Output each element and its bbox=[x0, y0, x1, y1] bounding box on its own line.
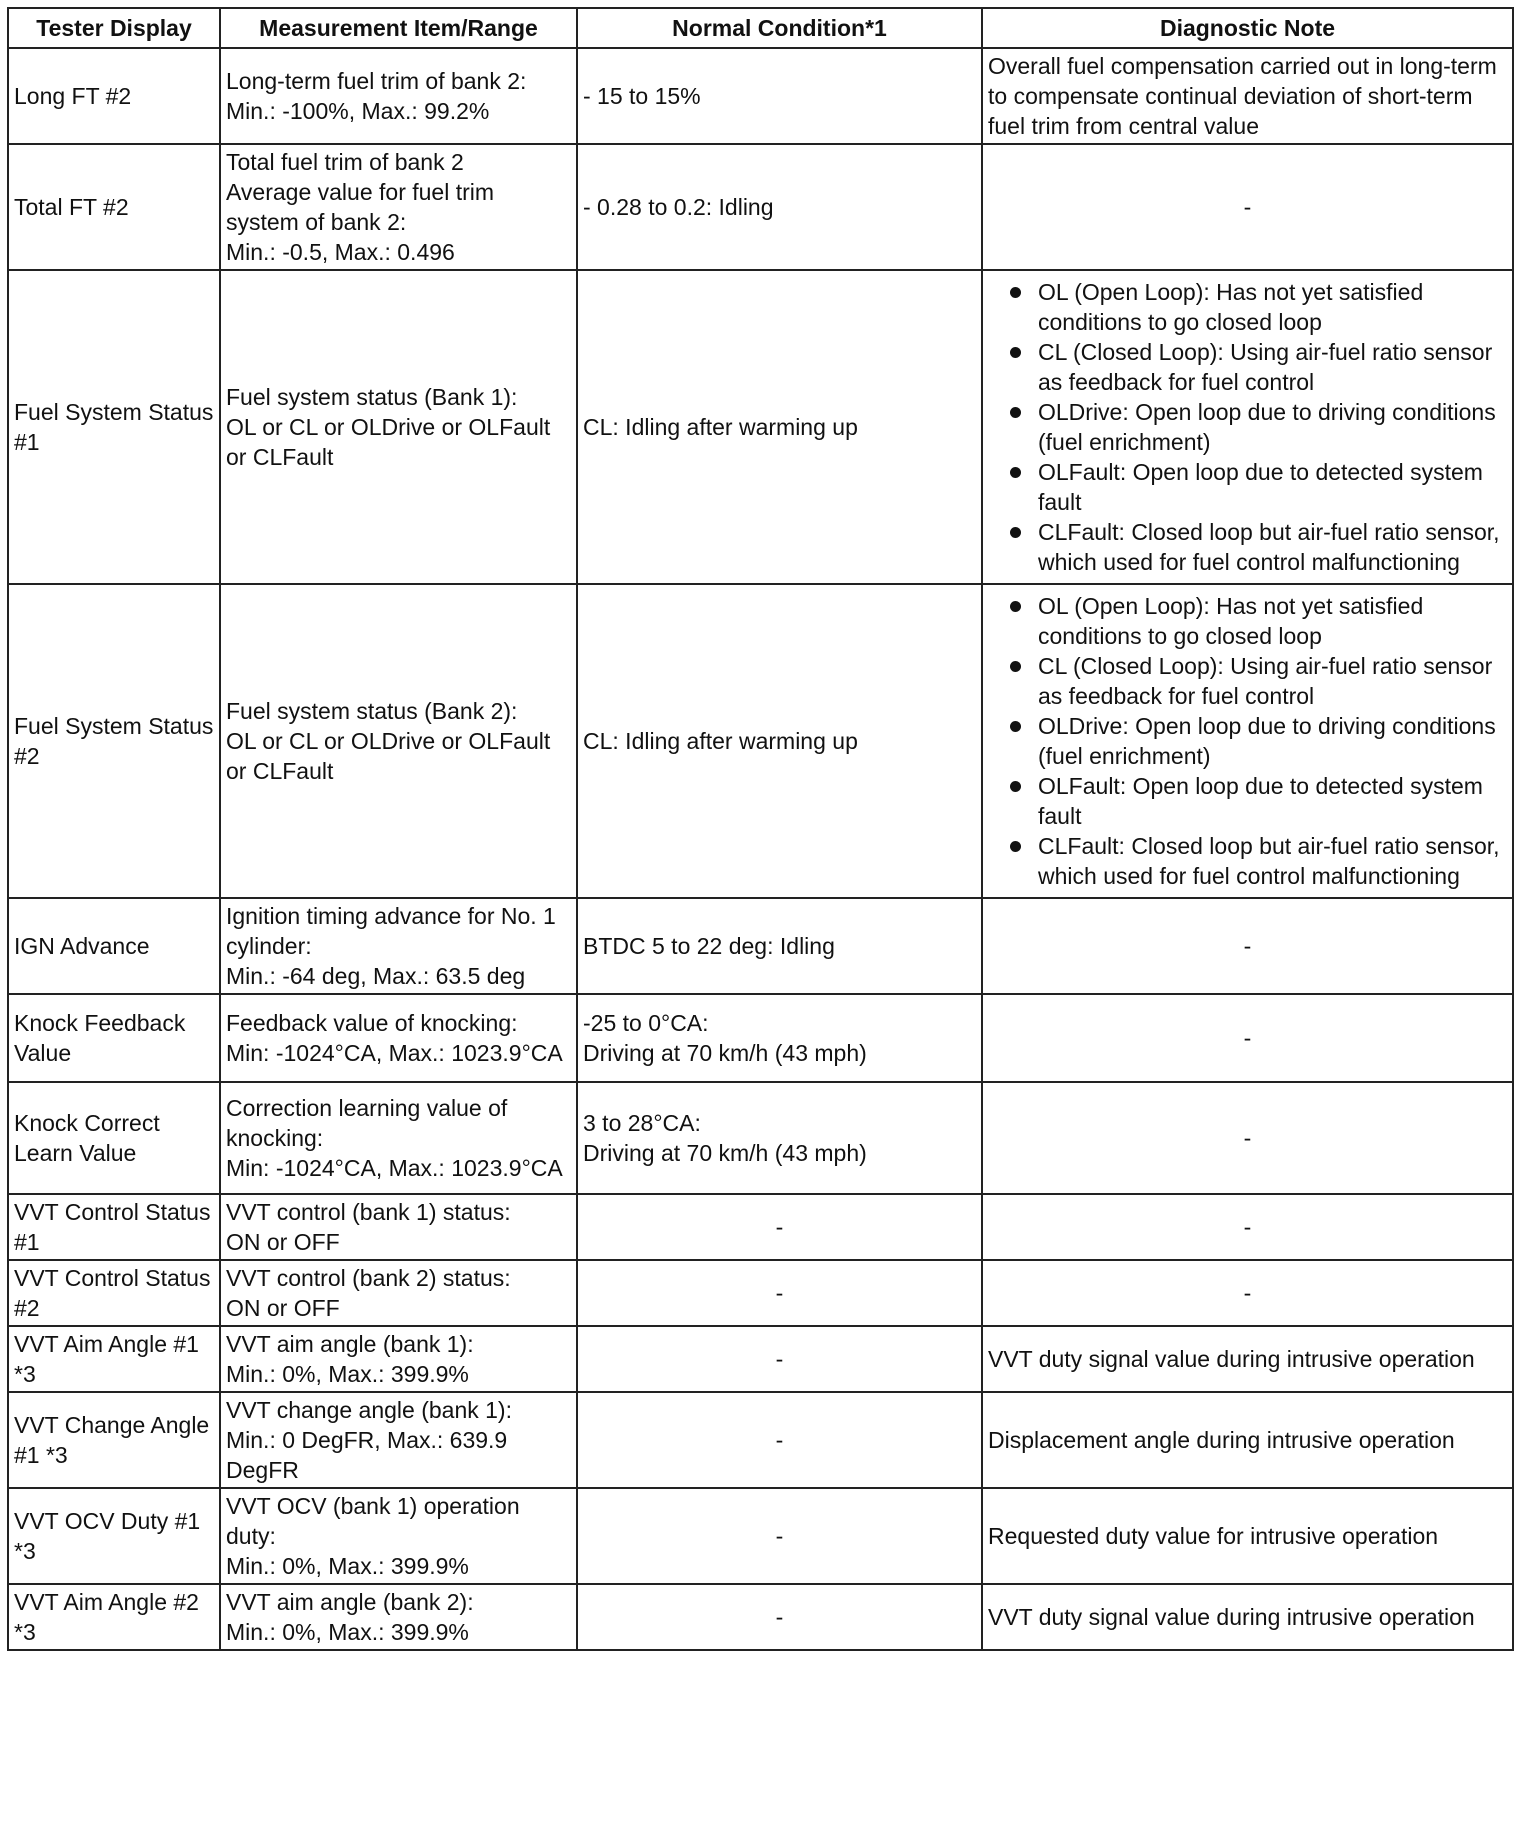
normal-condition-cell bbox=[577, 1194, 982, 1260]
normal-condition-cell-line: 3 to 28°CA: bbox=[583, 1110, 701, 1136]
diagnostic-note-cell bbox=[982, 1194, 1513, 1260]
normal-condition-cell-line: BTDC 5 to 22 deg: Idling bbox=[583, 933, 835, 959]
table-row bbox=[8, 1488, 1513, 1584]
table-row bbox=[8, 48, 1513, 144]
measurement-cell bbox=[220, 1260, 577, 1326]
tester-display-cell bbox=[8, 1194, 220, 1260]
table-row bbox=[8, 994, 1513, 1082]
measurement-cell-line: Min.: 0%, Max.: 399.9% bbox=[226, 1619, 469, 1645]
tester-display-cell bbox=[8, 1584, 220, 1650]
diagnostic-note-cell-line: - bbox=[1243, 933, 1252, 959]
diagnostic-note-cell-line: - bbox=[1243, 1280, 1252, 1306]
measurement-cell-line: Long-term fuel trim of bank 2: bbox=[226, 68, 527, 94]
diagnostic-note-bullet: CL (Closed Loop): Using air-fuel ratio sensor as feedback for fuel control bbox=[988, 337, 1507, 397]
normal-condition-cell-line: Driving at 70 km/h (43 mph) bbox=[583, 1040, 867, 1066]
table-row bbox=[8, 1584, 1513, 1650]
table-row bbox=[8, 1194, 1513, 1260]
tester-display-cell-line: Knock Correct Learn Value bbox=[14, 1110, 160, 1166]
diagnostic-note-cell bbox=[982, 1584, 1513, 1650]
table-row bbox=[8, 898, 1513, 994]
normal-condition-cell bbox=[577, 48, 982, 144]
measurement-cell bbox=[220, 48, 577, 144]
normal-condition-cell bbox=[577, 144, 982, 270]
diagnostic-note-cell bbox=[982, 1326, 1513, 1392]
tester-display-cell bbox=[8, 1392, 220, 1488]
normal-condition-cell bbox=[577, 1326, 982, 1392]
tester-display-cell bbox=[8, 898, 220, 994]
tester-display-cell-line: Fuel System Status #2 bbox=[14, 713, 214, 769]
diagnostic-note-bullet: CL (Closed Loop): Using air-fuel ratio sensor as feedback for fuel control bbox=[988, 651, 1507, 711]
measurement-cell-line: Correction learning value of knocking: bbox=[226, 1095, 508, 1151]
normal-condition-cell bbox=[577, 584, 982, 898]
diagnostic-note-cell bbox=[982, 994, 1513, 1082]
diagnostic-note-bullet: OLDrive: Open loop due to driving conditions (fuel enrichment) bbox=[988, 711, 1507, 771]
normal-condition-cell bbox=[577, 1260, 982, 1326]
normal-condition-cell bbox=[577, 1082, 982, 1194]
normal-condition-cell-line: CL: Idling after warming up bbox=[583, 728, 858, 754]
measurement-cell bbox=[220, 1392, 577, 1488]
header-diagnostic-note: Diagnostic Note bbox=[982, 8, 1513, 48]
table-row bbox=[8, 144, 1513, 270]
diagnostic-note-cell-line: - bbox=[1243, 1125, 1252, 1151]
diagnostic-note-bullet: CLFault: Closed loop but air-fuel ratio sensor, which used for fuel control malfunctioning bbox=[988, 517, 1507, 577]
measurement-cell-line: Fuel system status (Bank 1): bbox=[226, 384, 518, 410]
diagnostic-note-bullet: OL (Open Loop): Has not yet satisfied conditions to go closed loop bbox=[988, 277, 1507, 337]
header-row bbox=[8, 8, 1513, 48]
tester-display-cell-line: Total FT #2 bbox=[14, 194, 129, 220]
measurement-cell-line: Min.: 0%, Max.: 399.9% bbox=[226, 1361, 469, 1387]
measurement-cell bbox=[220, 1082, 577, 1194]
measurement-cell-line: ON or OFF bbox=[226, 1295, 340, 1321]
tester-display-cell-line: Knock Feedback Value bbox=[14, 1010, 186, 1066]
table-body bbox=[8, 48, 1513, 1650]
measurement-cell-line: Average value for fuel trim system of bank 2: bbox=[226, 179, 495, 235]
diagnostic-note-bullet: OL (Open Loop): Has not yet satisfied conditions to go closed loop bbox=[988, 591, 1507, 651]
normal-condition-cell-line: - 15 to 15% bbox=[583, 83, 701, 109]
measurement-cell-line: ON or OFF bbox=[226, 1229, 340, 1255]
diagnostic-note-cell bbox=[982, 584, 1513, 898]
tester-display-cell-line: Fuel System Status #1 bbox=[14, 399, 214, 455]
table-row bbox=[8, 1260, 1513, 1326]
data-list-table bbox=[7, 7, 1514, 1651]
diagnostic-note-cell bbox=[982, 270, 1513, 584]
header-measurement: Measurement Item/Range bbox=[220, 8, 577, 48]
header-tester-display: Tester Display bbox=[8, 8, 220, 48]
tester-display-cell-line: VVT OCV Duty #1 *3 bbox=[14, 1508, 201, 1564]
diagnostic-note-cell bbox=[982, 898, 1513, 994]
diagnostic-note-cell-line: Overall fuel compensation carried out in long-term to compensate continual deviation of short-term fuel trim from central value bbox=[988, 53, 1497, 139]
measurement-cell bbox=[220, 144, 577, 270]
measurement-cell-line: VVT OCV (bank 1) operation duty: bbox=[226, 1493, 520, 1549]
tester-display-cell-line: IGN Advance bbox=[14, 933, 150, 959]
tester-display-cell-line: VVT Control Status #1 bbox=[14, 1199, 211, 1255]
measurement-cell bbox=[220, 1488, 577, 1584]
tester-display-cell bbox=[8, 1082, 220, 1194]
normal-condition-cell-line: CL: Idling after warming up bbox=[583, 414, 858, 440]
diagnostic-note-list bbox=[988, 277, 1507, 577]
normal-condition-cell bbox=[577, 1584, 982, 1650]
tester-display-cell bbox=[8, 1260, 220, 1326]
normal-condition-cell-line: Driving at 70 km/h (43 mph) bbox=[583, 1140, 867, 1166]
measurement-cell-line: VVT aim angle (bank 2): bbox=[226, 1589, 474, 1615]
measurement-cell-line: Min.: 0 DegFR, Max.: 639.9 DegFR bbox=[226, 1427, 508, 1483]
normal-condition-cell bbox=[577, 1488, 982, 1584]
diagnostic-note-cell-line: - bbox=[1243, 1214, 1252, 1240]
normal-condition-cell bbox=[577, 994, 982, 1082]
tester-display-cell bbox=[8, 584, 220, 898]
measurement-cell bbox=[220, 270, 577, 584]
tester-display-cell-line: VVT Change Angle #1 *3 bbox=[14, 1412, 210, 1468]
measurement-cell bbox=[220, 1194, 577, 1260]
normal-condition-cell-line: - bbox=[775, 1523, 784, 1549]
table-row bbox=[8, 1082, 1513, 1194]
diagnostic-note-cell bbox=[982, 1488, 1513, 1584]
measurement-cell-line: Total fuel trim of bank 2 bbox=[226, 149, 464, 175]
measurement-cell-line: Min.: 0%, Max.: 399.9% bbox=[226, 1553, 469, 1579]
measurement-cell-line: Fuel system status (Bank 2): bbox=[226, 698, 518, 724]
diagnostic-note-cell bbox=[982, 1082, 1513, 1194]
normal-condition-cell bbox=[577, 270, 982, 584]
normal-condition-cell-line: - bbox=[775, 1280, 784, 1306]
measurement-cell-line: OL or CL or OLDrive or OLFault or CLFault bbox=[226, 414, 551, 470]
tester-display-cell bbox=[8, 1488, 220, 1584]
normal-condition-cell-line: - bbox=[775, 1346, 784, 1372]
measurement-cell-line: Feedback value of knocking: bbox=[226, 1010, 518, 1036]
measurement-cell bbox=[220, 898, 577, 994]
tester-display-cell bbox=[8, 48, 220, 144]
diagnostic-note-cell bbox=[982, 1260, 1513, 1326]
measurement-cell-line: VVT control (bank 1) status: bbox=[226, 1199, 511, 1225]
tester-display-cell bbox=[8, 270, 220, 584]
normal-condition-cell bbox=[577, 1392, 982, 1488]
normal-condition-cell-line: - bbox=[775, 1427, 784, 1453]
diagnostic-note-bullet: OLDrive: Open loop due to driving conditions (fuel enrichment) bbox=[988, 397, 1507, 457]
table-row bbox=[8, 584, 1513, 898]
diagnostic-note-list bbox=[988, 591, 1507, 891]
diagnostic-note-cell-line: - bbox=[1243, 1025, 1252, 1051]
normal-condition-cell-line: - bbox=[775, 1604, 784, 1630]
diagnostic-note-cell bbox=[982, 1392, 1513, 1488]
measurement-cell bbox=[220, 1326, 577, 1392]
table-row bbox=[8, 270, 1513, 584]
measurement-cell-line: VVT control (bank 2) status: bbox=[226, 1265, 511, 1291]
normal-condition-cell-line: -25 to 0°CA: bbox=[583, 1010, 709, 1036]
measurement-cell-line: Min: -1024°CA, Max.: 1023.9°CA bbox=[226, 1155, 563, 1181]
diagnostic-note-cell-line: VVT duty signal value during intrusive operation bbox=[988, 1604, 1475, 1630]
measurement-cell bbox=[220, 1584, 577, 1650]
diagnostic-note-cell-line: Displacement angle during intrusive operation bbox=[988, 1427, 1455, 1453]
diagnostic-note-bullet: OLFault: Open loop due to detected system fault bbox=[988, 457, 1507, 517]
tester-display-cell bbox=[8, 1326, 220, 1392]
measurement-cell-line: Min.: -64 deg, Max.: 63.5 deg bbox=[226, 963, 526, 989]
diagnostic-note-bullet: OLFault: Open loop due to detected system fault bbox=[988, 771, 1507, 831]
diagnostic-note-cell-line: VVT duty signal value during intrusive operation bbox=[988, 1346, 1475, 1372]
tester-display-cell bbox=[8, 144, 220, 270]
measurement-cell bbox=[220, 994, 577, 1082]
diagnostic-note-cell bbox=[982, 48, 1513, 144]
measurement-cell-line: OL or CL or OLDrive or OLFault or CLFault bbox=[226, 728, 551, 784]
tester-display-cell-line: Long FT #2 bbox=[14, 83, 132, 109]
measurement-cell bbox=[220, 584, 577, 898]
tester-display-cell-line: VVT Aim Angle #1 *3 bbox=[14, 1331, 199, 1387]
header-normal-condition: Normal Condition*1 bbox=[577, 8, 982, 48]
table-row bbox=[8, 1326, 1513, 1392]
measurement-cell-line: VVT change angle (bank 1): bbox=[226, 1397, 512, 1423]
tester-display-cell bbox=[8, 994, 220, 1082]
normal-condition-cell-line: - 0.28 to 0.2: Idling bbox=[583, 194, 774, 220]
measurement-cell-line: Min: -1024°CA, Max.: 1023.9°CA bbox=[226, 1040, 563, 1066]
measurement-cell-line: Min.: -0.5, Max.: 0.496 bbox=[226, 239, 455, 265]
diagnostic-note-cell bbox=[982, 144, 1513, 270]
tester-display-cell-line: VVT Aim Angle #2 *3 bbox=[14, 1589, 199, 1645]
normal-condition-cell bbox=[577, 898, 982, 994]
normal-condition-cell-line: - bbox=[775, 1214, 784, 1240]
table-row bbox=[8, 1392, 1513, 1488]
measurement-cell-line: VVT aim angle (bank 1): bbox=[226, 1331, 474, 1357]
diagnostic-note-cell-line: - bbox=[1243, 194, 1252, 220]
tester-display-cell-line: VVT Control Status #2 bbox=[14, 1265, 211, 1321]
diagnostic-note-bullet: CLFault: Closed loop but air-fuel ratio sensor, which used for fuel control malfunctioning bbox=[988, 831, 1507, 891]
diagnostic-note-cell-line: Requested duty value for intrusive operation bbox=[988, 1523, 1439, 1549]
measurement-cell-line: Ignition timing advance for No. 1 cylinder: bbox=[226, 903, 556, 959]
measurement-cell-line: Min.: -100%, Max.: 99.2% bbox=[226, 98, 490, 124]
